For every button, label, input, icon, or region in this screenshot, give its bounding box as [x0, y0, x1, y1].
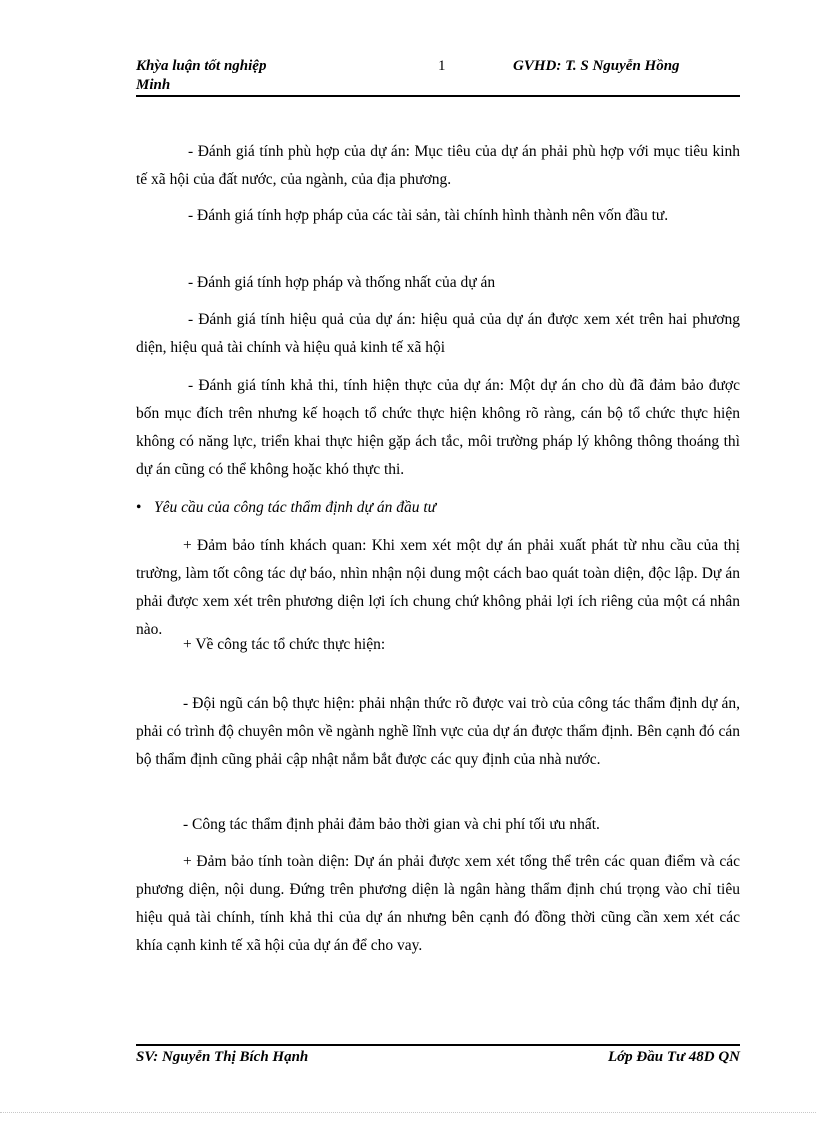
paragraph: - Đánh giá tính hiệu quả của dự án: hiệu quả của dự án được xem xét trên hai phương diện, hiệu quả tài chính và hiệu quả kinh tế xã hội	[136, 311, 740, 356]
paragraph: - Đánh giá tính hợp pháp của các tài sản, tài chính hình thành nên vốn đầu tư.	[188, 207, 669, 224]
footer-student: SV: Nguyễn Thị Bích Hạnh	[136, 1049, 309, 1065]
bullet-heading: Yêu cầu của công tác thẩm định dự án đầu tư	[154, 499, 437, 516]
header-advisor: GVHD: T. S Nguyễn Hồng	[513, 58, 680, 74]
paragraph: + Đảm bảo tính toàn diện: Dự án phải được xem xét tổng thể trên các quan điểm và các phương diện, nội dung. Đứng trên phương diện là ngân hàng thẩm định chú trọng vào chỉ tiêu hiệu quả tài chính, tính khả thi của dự án nhưng bên cạnh đó đồng thời cũng cần xem xét các khía cạnh kinh tế xã hội của dự án để cho vay.	[136, 853, 740, 954]
paragraph: + Đảm bảo tính khách quan: Khi xem xét một dự án phải xuất phát từ nhu cầu của thị trường, làm tốt công tác dự báo, nhìn nhận nội dung một cách bao quát toàn diện, độc lập. Dự án phải được xem xét trên phương diện lợi ích chung chứ không phải lợi ích riêng của một cá nhân nào.	[136, 537, 740, 638]
paragraph: - Công tác thẩm định phải đảm bảo thời gian và chi phí tối ưu nhất.	[183, 816, 600, 833]
bullet-item	[136, 494, 436, 522]
paragraph: - Đánh giá tính hợp pháp và thống nhất của dự án	[188, 274, 496, 291]
footer-rule	[136, 1044, 740, 1046]
bullet-icon: •	[136, 499, 142, 516]
header-title: Khỳa luận tốt nghiệp	[136, 58, 267, 74]
paragraph: + Về công tác tổ chức thực hiện:	[183, 636, 386, 653]
page-number: 1	[438, 58, 446, 74]
header-title-continued: Minh	[136, 77, 171, 93]
paragraph: - Đánh giá tính phù hợp của dự án: Mục tiêu của dự án phải phù hợp với mục tiêu kinh tế xã hội của đất nước, của ngành, của địa phương.	[136, 143, 740, 188]
footer-class: Lớp Đầu Tư 48D QN	[607, 1049, 740, 1065]
header-rule	[136, 95, 740, 97]
page-boundary	[0, 1112, 816, 1113]
paragraph: - Đánh giá tính khả thi, tính hiện thực của dự án: Một dự án cho dù đã đảm bảo được bốn mục đích trên nhưng kế hoạch tổ chức thực hiện không rõ ràng, cán bộ tổ chức thực hiện không có năng lực, triển khai thực hiện gặp ách tắc, môi trường pháp lý không thông thoáng thì dự án cũng có thể không hoặc khó thực thi.	[136, 377, 740, 478]
paragraph: - Đội ngũ cán bộ thực hiện: phải nhận thức rõ được vai trò của công tác thẩm định dự án, phải có trình độ chuyên môn về ngành nghề lĩnh vực của dự án được thẩm định. Bên cạnh đó cán bộ thẩm định cũng phải cập nhật nắm bắt được các quy định của nhà nước.	[136, 695, 740, 768]
